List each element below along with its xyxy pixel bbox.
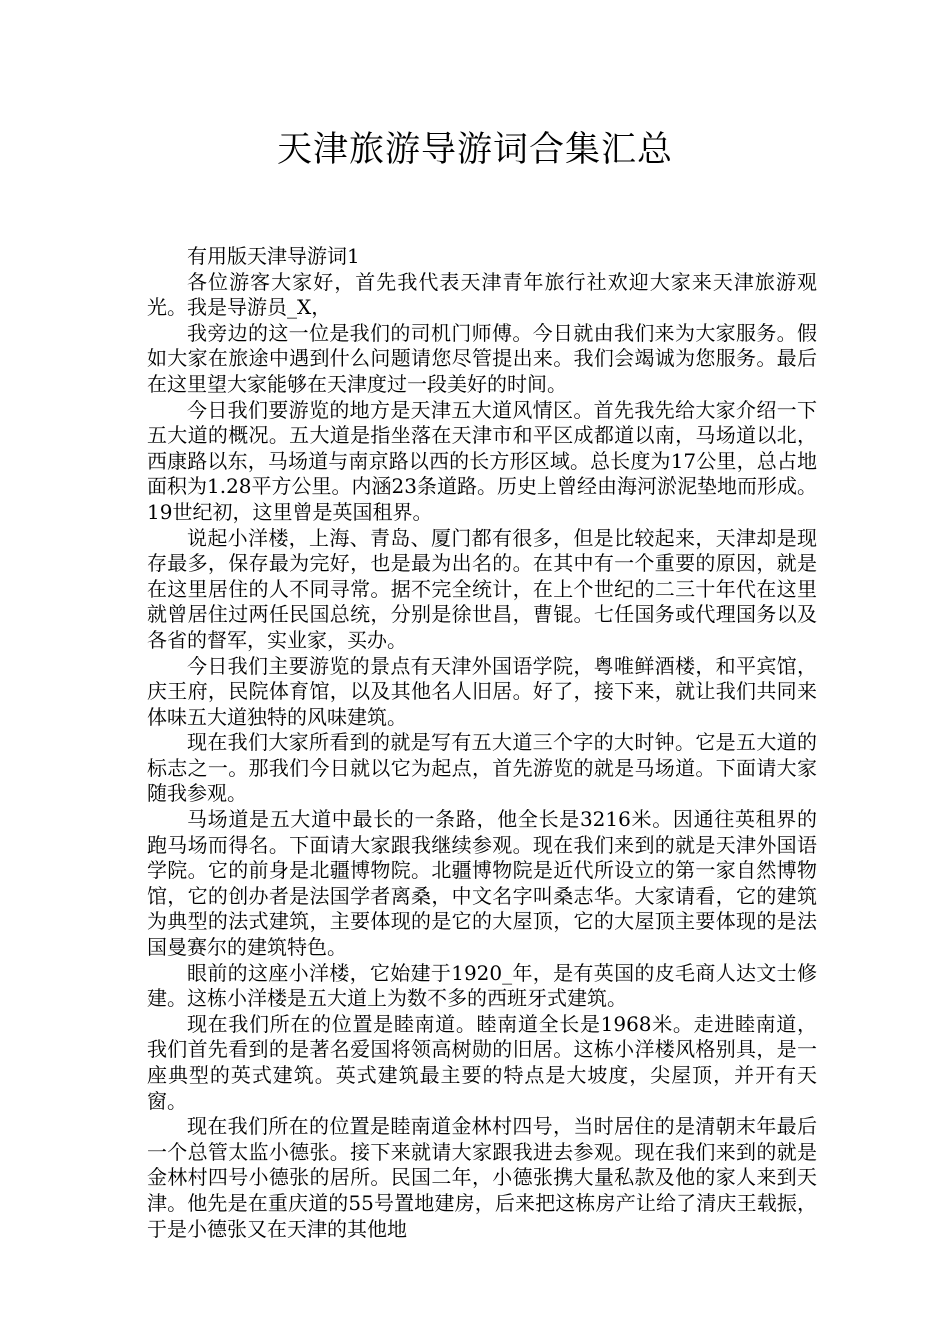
paragraph: 今日我们主要游览的景点有天津外国语学院，粤唯鲜酒楼，和平宾馆，庆王府，民院体育馆，以及其他名人旧居。好了，接下来，就让我们共同来体味五大道独特的风味建筑。 — [147, 653, 817, 729]
paragraph: 现在我们所在的位置是睦南道。睦南道全长是1968米。走进睦南道，我们首先看到的是著名爱国将领高树勋的旧居。这栋小洋楼风格别具，是一座典型的英式建筑。英式建筑最主要的特点是大坡度，尖屋顶，并开有天窗。 — [147, 1011, 817, 1113]
paragraph: 各位游客大家好，首先我代表天津青年旅行社欢迎大家来天津旅游观光。我是导游员_X， — [147, 269, 817, 320]
paragraph: 说起小洋楼，上海、青岛、厦门都有很多，但是比较起来，天津却是现存最多，保存最为完好，也是最为出名的。在其中有一个重要的原因，就是在这里居住的人不同寻常。据不完全统计，在上个世纪的二三十年代在这里就曾居住过两任民国总统，分别是徐世昌，曹锟。七任国务或代理国务以及各省的督军，实业家，买办。 — [147, 525, 817, 652]
paragraph: 现在我们所在的位置是睦南道金林村四号，当时居住的是清朝末年最后一个总管太监小德张。接下来就请大家跟我进去参观。现在我们来到的就是金林村四号小德张的居所。民国二年，小德张携大量私款及他的家人来到天津。他先是在重庆道的55号置地建房，后来把这栋房产让给了清庆王载振，于是小德张又在天津的其他地 — [147, 1114, 817, 1241]
paragraph: 眼前的这座小洋楼，它始建于1920_年，是有英国的皮毛商人达文士修建。这栋小洋楼是五大道上为数不多的西班牙式建筑。 — [147, 960, 817, 1011]
paragraph: 马场道是五大道中最长的一条路，他全长是3216米。因通往英租界的跑马场而得名。下面请大家跟我继续参观。现在我们来到的就是天津外国语学院。它的前身是北疆博物院。北疆博物院是近代所设立的第一家自然博物馆，它的创办者是法国学者离桑，中文名字叫桑志华。大家请看，它的建筑为典型的法式建筑，主要体现的是它的大屋顶，它的大屋顶主要体现的是法国曼赛尔的建筑特色。 — [147, 807, 817, 960]
paragraph: 我旁边的这一位是我们的司机门师傅。今日就由我们来为大家服务。假如大家在旅途中遇到什么问题请您尽管提出来。我们会竭诚为您服务。最后在这里望大家能够在天津度过一段美好的时间。 — [147, 320, 817, 396]
document-title: 天津旅游导游词合集汇总 — [276, 130, 673, 170]
document-body — [147, 244, 817, 1242]
paragraph: 今日我们要游览的地方是天津五大道风情区。首先我先给大家介绍一下五大道的概况。五大道是指坐落在天津市和平区成都道以南，马场道以北，西康路以东，马场道与南京路以西的长方形区域。总长度为17公里，总占地面积为1.28平方公里。内涵23条道路。历史上曾经由海河淤泥垫地而形成。19世纪初，这里曾是英国租界。 — [147, 397, 817, 524]
paragraph: 现在我们大家所看到的就是写有五大道三个字的大时钟。它是五大道的标志之一。那我们今日就以它为起点，首先游览的就是马场道。下面请大家随我参观。 — [147, 730, 817, 806]
paragraph-heading: 有用版天津导游词1 — [187, 244, 360, 268]
